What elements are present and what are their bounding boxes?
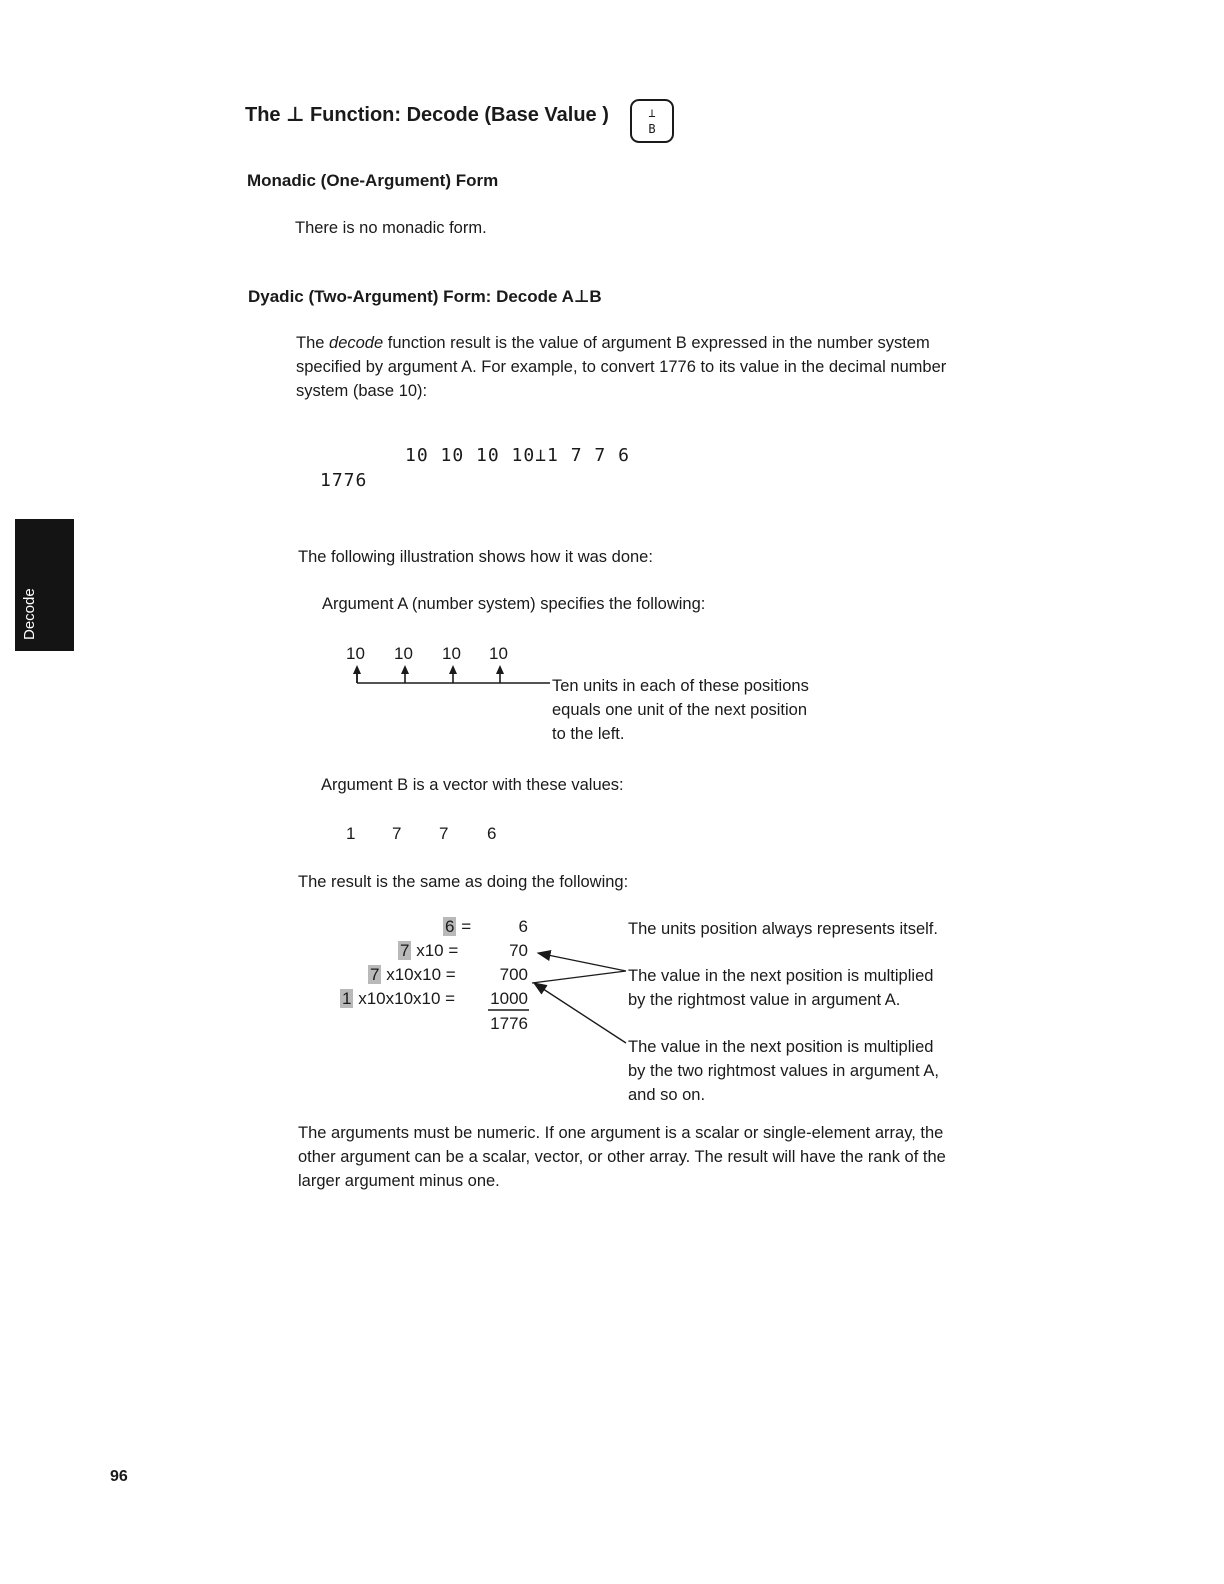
side-tab-label: Decode (21, 588, 38, 640)
arg-a-text: Argument A (number system) specifies the following: (322, 595, 706, 613)
arg-b-text: Argument B is a vector with these values: (321, 776, 624, 794)
note-two-line: and so on. (628, 1086, 706, 1104)
key-bottom-letter: B (648, 122, 656, 136)
computation-value: 6 (518, 917, 528, 936)
highlighted-digit: 6 (445, 917, 455, 936)
closing-paragraph: The arguments must be numeric. If one argument is a scalar or single-element array, the other argument can be a scalar, vector, or other array. The result will have the rank of the larger argument minus one. (298, 1124, 946, 1190)
arg-a-value: 10 (394, 644, 413, 663)
dyadic-heading: Dyadic (Two-Argument) Form: Decode A⊥B (248, 287, 602, 306)
arg-b-value: 1 (346, 824, 356, 843)
note-two-line: The value in the next position is multiplied (628, 1038, 934, 1056)
up-arrow-head (401, 665, 409, 674)
pointer-to-1000 (534, 983, 626, 1043)
up-arrow-head (449, 665, 457, 674)
page-number: 96 (110, 1468, 128, 1485)
arg-a-value: 10 (442, 644, 461, 663)
decode-term: decode (329, 334, 384, 352)
example-input: 10 10 10 10⊥1 7 7 6 (405, 445, 630, 466)
illustration-lead: The following illustration shows how it was done: (298, 548, 653, 566)
result-text: The result is the same as doing the following: (298, 873, 629, 891)
computation-row: 1 x10x10x10 = (342, 989, 456, 1008)
page-title: The ⊥ Function: Decode (Base Value ) (245, 104, 609, 126)
monadic-heading: Monadic (One-Argument) Form (247, 171, 499, 190)
arg-a-note-line: to the left. (552, 725, 625, 743)
note-two-line: by the two rightmost values in argument A, (628, 1062, 939, 1080)
up-arrow-head (496, 665, 504, 674)
computation-row: 6 = (445, 917, 472, 936)
note-next-line: by the rightmost value in argument A. (628, 991, 901, 1009)
computation-value: 1000 (490, 989, 528, 1008)
up-arrow-head (353, 665, 361, 674)
arg-b-value: 7 (392, 824, 402, 843)
computation-total: 1776 (490, 1014, 528, 1033)
example-output: 1776 (320, 470, 368, 491)
note-next-line: The value in the next position is multiplied (628, 967, 934, 985)
note-units: The units position always represents itself. (628, 920, 938, 938)
arg-a-note-line: equals one unit of the next position (552, 701, 808, 719)
computation-value: 700 (499, 965, 528, 984)
arg-a-note-line: Ten units in each of these positions (552, 677, 809, 695)
arg-b-value: 6 (487, 824, 497, 843)
key-top-symbol: ⊥ (648, 106, 656, 120)
highlighted-digit: 7 (370, 965, 380, 984)
arg-a-value: 10 (489, 644, 508, 663)
highlighted-digit: 7 (400, 941, 410, 960)
highlighted-digit: 1 (342, 989, 352, 1008)
pointer-to-700 (532, 971, 626, 983)
computation-value: 70 (509, 941, 528, 960)
computation-row: 7 x10x10 = (370, 965, 456, 984)
arg-b-value: 7 (439, 824, 449, 843)
monadic-text: There is no monadic form. (295, 219, 487, 237)
arg-a-value: 10 (346, 644, 365, 663)
dyadic-intro: The decode function result is the value of argument B expressed in the number system specified by argument A. For example, to convert 1776 to its value in the decimal number system (base 10): (296, 334, 947, 400)
pointer-to-70 (538, 953, 626, 971)
computation-row: 7 x10 = (400, 941, 459, 960)
